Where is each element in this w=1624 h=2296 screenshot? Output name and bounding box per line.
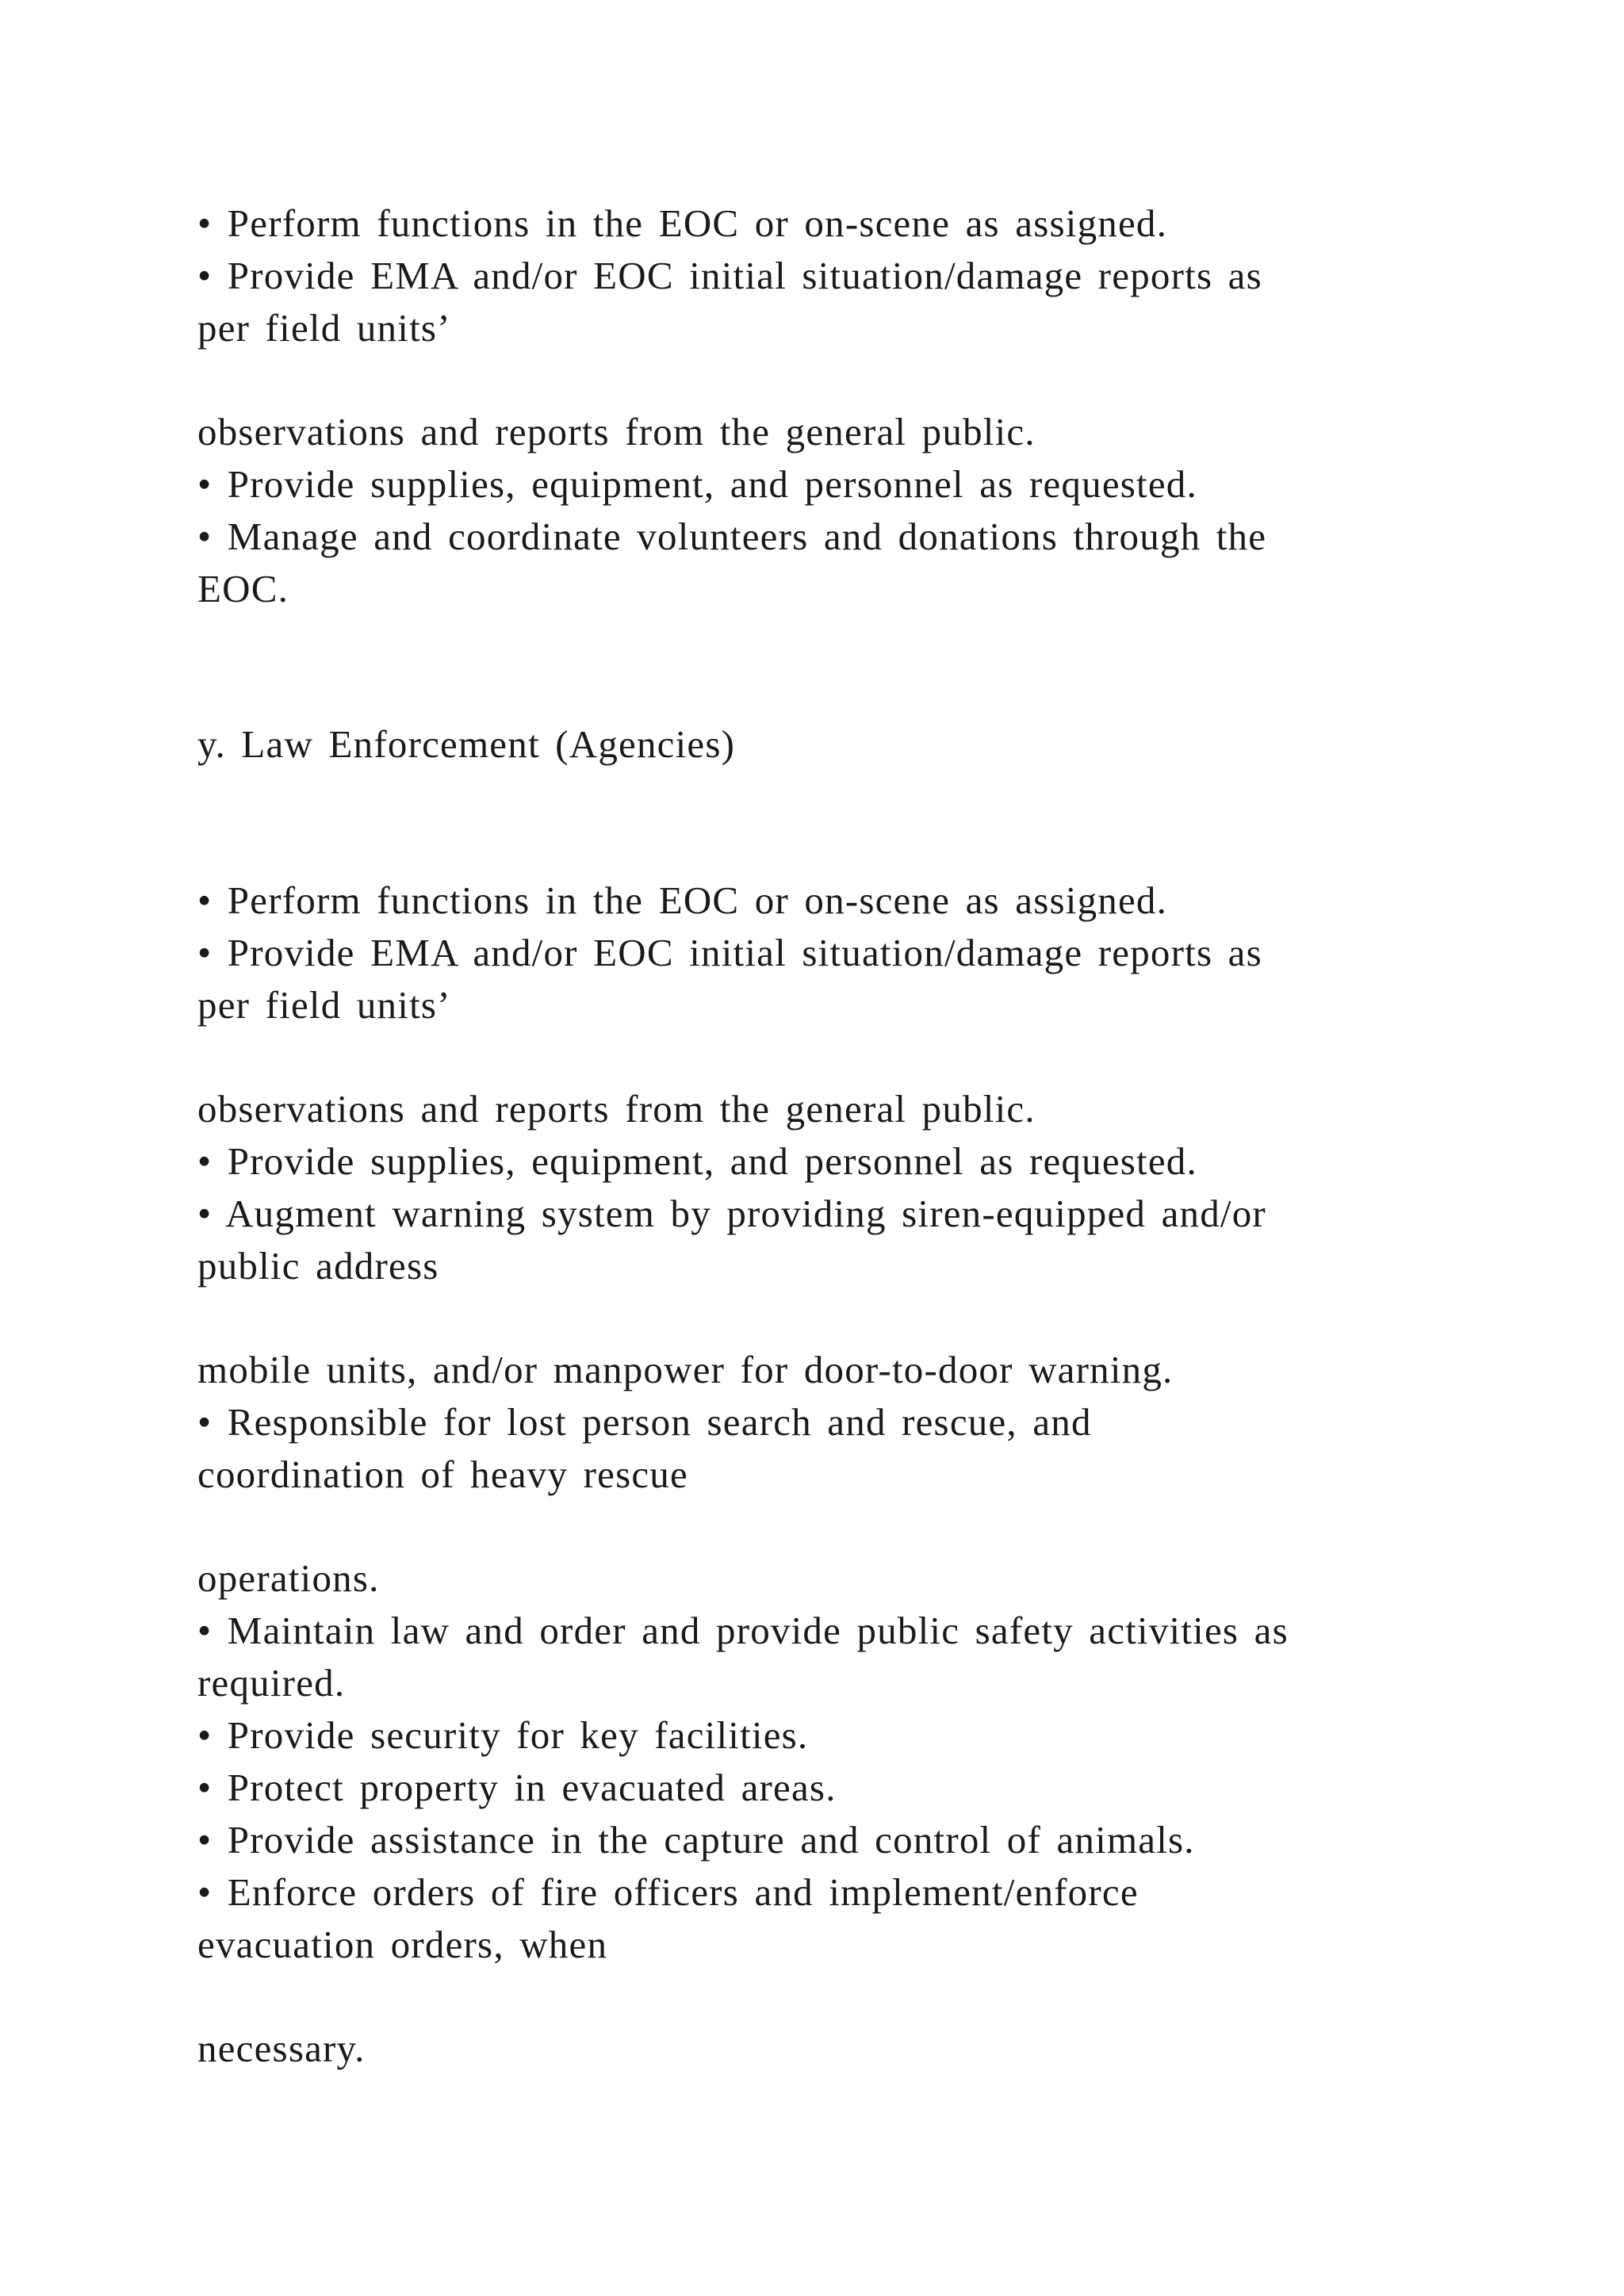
text-line: EOC. (197, 567, 289, 610)
text-line: per field units’ (197, 983, 451, 1027)
text-line: evacuation orders, when (197, 1923, 608, 1966)
text-line: • Perform functions in the EOC or on-scene as assigned. (197, 878, 1168, 922)
text-line: coordination of heavy rescue (197, 1452, 688, 1496)
text-line: • Provide EMA and/or EOC initial situation/damage reports as (197, 931, 1262, 974)
text-line: observations and reports from the general public. (197, 410, 1036, 453)
text-line: public address (197, 1244, 439, 1288)
text-line: • Provide supplies, equipment, and personnel as requested. (197, 1139, 1197, 1183)
text-line: necessary. (197, 2026, 366, 2070)
text-line: mobile units, and/or manpower for door-to-door warning. (197, 1348, 1174, 1391)
text-line: • Provide security for key facilities. (197, 1713, 809, 1757)
text-line: • Provide assistance in the capture and control of animals. (197, 1818, 1195, 1862)
section-heading: y. Law Enforcement (Agencies) (197, 722, 736, 766)
text-line: • Enforce orders of fire officers and implement/enforce (197, 1870, 1139, 1914)
text-line: • Provide EMA and/or EOC initial situation/damage reports as (197, 254, 1262, 297)
text-line: • Maintain law and order and provide public safety activities as (197, 1609, 1289, 1652)
text-line: • Provide supplies, equipment, and personnel as requested. (197, 462, 1197, 506)
text-line: • Perform functions in the EOC or on-scene as assigned. (197, 201, 1168, 245)
text-line: • Augment warning system by providing siren-equipped and/or (197, 1192, 1266, 1235)
text-line: • Manage and coordinate volunteers and donations through the (197, 515, 1267, 558)
text-line: • Protect property in evacuated areas. (197, 1766, 837, 1809)
text-line: required. (197, 1661, 346, 1705)
text-line: operations. (197, 1556, 380, 1600)
text-line: observations and reports from the general public. (197, 1087, 1036, 1131)
text-line: • Responsible for lost person search and rescue, and (197, 1400, 1092, 1444)
text-line: per field units’ (197, 306, 451, 350)
